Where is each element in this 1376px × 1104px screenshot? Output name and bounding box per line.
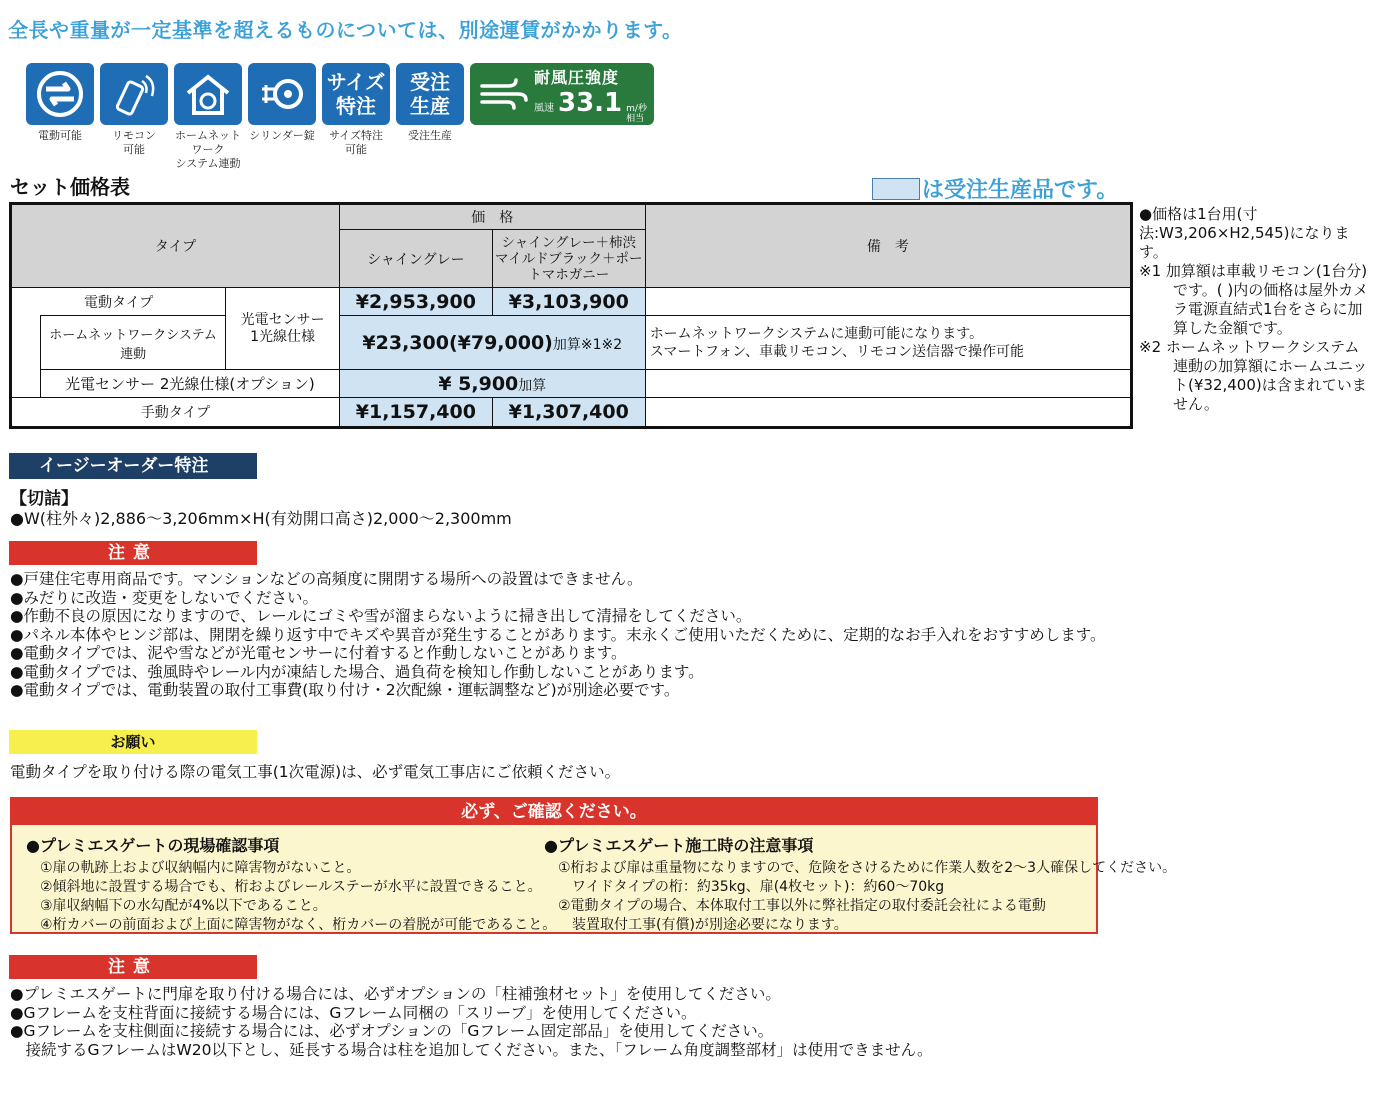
feature-home-network — [174, 63, 242, 171]
note-2: ※2 ホームネットワークシステム連動の加算額にホームユニット(¥32,400)は含まれていません。 — [1139, 338, 1368, 413]
list-item: ●プレミエスゲートに門扉を取り付ける場合には、必ずオプションの「柱補強材セット」を使用してください。 — [10, 985, 781, 1003]
feature-remote — [100, 63, 168, 171]
list-item: ①桁および扉は重量物になりますので、危険をさけるために作業人数を2～3人確保してください。 — [558, 860, 1177, 876]
install-notes-title: ●プレミエスゲート施工時の注意事項 — [544, 836, 814, 855]
indent-spacer — [11, 316, 41, 370]
sensor-2-remark — [645, 370, 1131, 398]
price-notes — [1139, 205, 1369, 414]
home-network-icon — [174, 63, 242, 125]
electric-remark — [645, 288, 1131, 316]
made-to-order-legend: は受注生産品です。 — [872, 173, 1118, 204]
feature-cylinder — [248, 63, 316, 171]
header-remarks: 備 考 — [645, 204, 1131, 288]
home-network-remark: ホームネットワークシステムに連動可能になります。 スマートフォン、車載リモコン、リモコン送信器で操作可能 — [645, 316, 1131, 370]
note-1: ※1 加算額は車載リモコン(1台分)です。( )内の価格は屋外カメラ電源直結式1台をさらに加算した金額です。 — [1139, 262, 1369, 337]
row-manual-type: 手動タイプ — [11, 398, 340, 428]
sensor-1-beam: 光電センサー 1光線仕様 — [226, 288, 340, 370]
row-home-network: ホームネットワークシステム連動 — [40, 316, 225, 370]
list-item: ●電動タイプでは、電動装置の取付工事費(取り付け・2次配線・運転調整など)が別途必要です。 — [10, 681, 680, 699]
icon-caption: 受注生産 — [408, 129, 452, 142]
request-text: 電動タイプを取り付ける際の電気工事(1次電源)は、必ず電気工事店にご依頼ください。 — [10, 763, 621, 781]
feature-icons — [26, 63, 654, 171]
icon-caption: 電動可能 — [38, 129, 82, 142]
cut-size-title: 【切詰】 — [10, 489, 78, 509]
home-network-price: ¥23,300(¥79,000)加算※1※2 — [339, 316, 645, 370]
electric-price-shiny: ¥2,953,900 — [339, 288, 492, 316]
icon-caption: シリンダー錠 — [249, 129, 315, 142]
wind-icon — [478, 74, 528, 114]
list-item: ●戸建住宅専用商品です。マンションなどの高頻度に開閉する場所への設置はできません。 — [10, 570, 643, 588]
list-item: ●Gフレームを支柱側面に接続する場合には、必ずオプションの「Gフレーム固定部品」を使用してください。 — [10, 1022, 774, 1040]
confirm-box — [10, 797, 1177, 934]
manual-price-combo: ¥1,307,400 — [492, 398, 645, 428]
header-type: タイプ — [11, 204, 340, 288]
sensor-2-price: ¥ 5,900加算 — [339, 370, 645, 398]
caution-heading: 注意 — [9, 541, 257, 565]
caution-list-2 — [10, 985, 933, 1059]
shipping-note: 全長や重量が一定基準を超えるものについては、別途運賃がかかります。 — [8, 18, 683, 42]
cylinder-lock-icon — [248, 63, 316, 125]
row-sensor-2-beam: 光電センサー 2光線仕様(オプション) — [40, 370, 339, 398]
list-item: ①扉の軌跡上および収納幅内に障害物がないこと。 — [40, 860, 361, 876]
note-price-basis: ●価格は1台用(寸法:W3,206×H2,545)になります。 — [1139, 205, 1350, 261]
list-item: ●パネル本体やヒンジ部は、開閉を繰り返す中でキズや異音が発生することがあります。末永くご使用いただくために、定期的なお手入れをおすすめします。 — [10, 625, 1106, 644]
legend-swatch — [872, 178, 920, 200]
header-combo-color: シャイングレー＋柿渋マイルドブラック＋ポートマホガニー — [492, 230, 645, 288]
icon-caption: ホームネットワーク システム連動 — [175, 129, 241, 170]
set-price-title: セット価格表 — [10, 175, 130, 199]
auto-arrows-icon — [26, 63, 94, 125]
icon-caption: リモコン 可能 — [112, 129, 156, 156]
list-item: 装置取付工事(有償)が別途必要になります。 — [558, 917, 848, 933]
request-heading: お願い — [9, 730, 257, 754]
list-item: ●電動タイプでは、強風時やレール内が凍結した場合、過負荷を検知し作動しないことがあります。 — [10, 662, 704, 681]
install-notes-list — [544, 833, 1176, 935]
manual-remark — [645, 398, 1131, 428]
feature-made-to-order — [396, 63, 464, 171]
wind-pressure-badge: 耐風圧強度 風速 33.1 m/秒 相当 — [470, 63, 654, 125]
list-item: ④桁カバーの前面および上面に障害物がなく、桁カバーの着脱が可能であること。 — [40, 917, 557, 933]
list-item: ●みだりに改造・変更をしないでください。 — [10, 588, 319, 607]
list-item: ●作動不良の原因になりますので、レールにゴミや雪が溜まらないように掃き出して清掃をしてください。 — [10, 607, 752, 625]
made-to-order-icon: 受注 生産 — [396, 63, 464, 125]
cut-size-range: ●W(柱外々)2,886～3,206mm×H(有効開口高さ)2,000～2,300mm — [10, 509, 512, 528]
feature-electric — [26, 63, 94, 171]
header-shiny-gray: シャイングレー — [339, 230, 492, 288]
list-item: 接続するGフレームはW20以下とし、延長する場合は柱を追加してください。また、「フレーム角度調整部材」は使用できません。 — [10, 1040, 933, 1059]
icon-caption: サイズ特注 可能 — [328, 129, 384, 156]
list-item: ワイドタイプの桁：約35kg、扉(4枚セット)：約60～70kg — [558, 879, 945, 895]
list-item: ●Gフレームを支柱背面に接続する場合には、Gフレーム同梱の「スリーブ」を使用してください。 — [10, 1003, 697, 1022]
row-electric-type: 電動タイプ — [11, 288, 226, 316]
size-custom-icon: サイズ 特注 — [322, 63, 390, 125]
remote-icon — [100, 63, 168, 125]
list-item: ②電動タイプの場合、本体取付工事以外に弊社指定の取付委託会社による電動 — [558, 898, 1046, 914]
site-check-list — [26, 833, 556, 935]
manual-price-shiny: ¥1,157,400 — [339, 398, 492, 428]
header-price: 価 格 — [339, 204, 645, 230]
list-item: ②傾斜地に設置する場合でも、桁およびレールステーが水平に設置できること。 — [40, 879, 542, 895]
electric-price-combo: ¥3,103,900 — [492, 288, 645, 316]
list-item: ③扉収納幅下の水勾配が4%以下であること。 — [40, 898, 327, 914]
list-item: ●電動タイプでは、泥や雪などが光電センサーに付着すると作動しないことがあります。 — [10, 644, 627, 662]
site-check-title: ●プレミエスゲートの現場確認事項 — [26, 836, 280, 855]
price-table — [9, 202, 1133, 429]
confirm-heading: 必ず、ご確認ください。 — [12, 799, 1096, 825]
indent-spacer — [11, 370, 41, 398]
caution-list — [10, 570, 1106, 700]
easy-order-heading: イージーオーダー特注 — [9, 453, 257, 479]
feature-size-custom — [322, 63, 390, 171]
caution-heading-2: 注意 — [9, 955, 257, 979]
